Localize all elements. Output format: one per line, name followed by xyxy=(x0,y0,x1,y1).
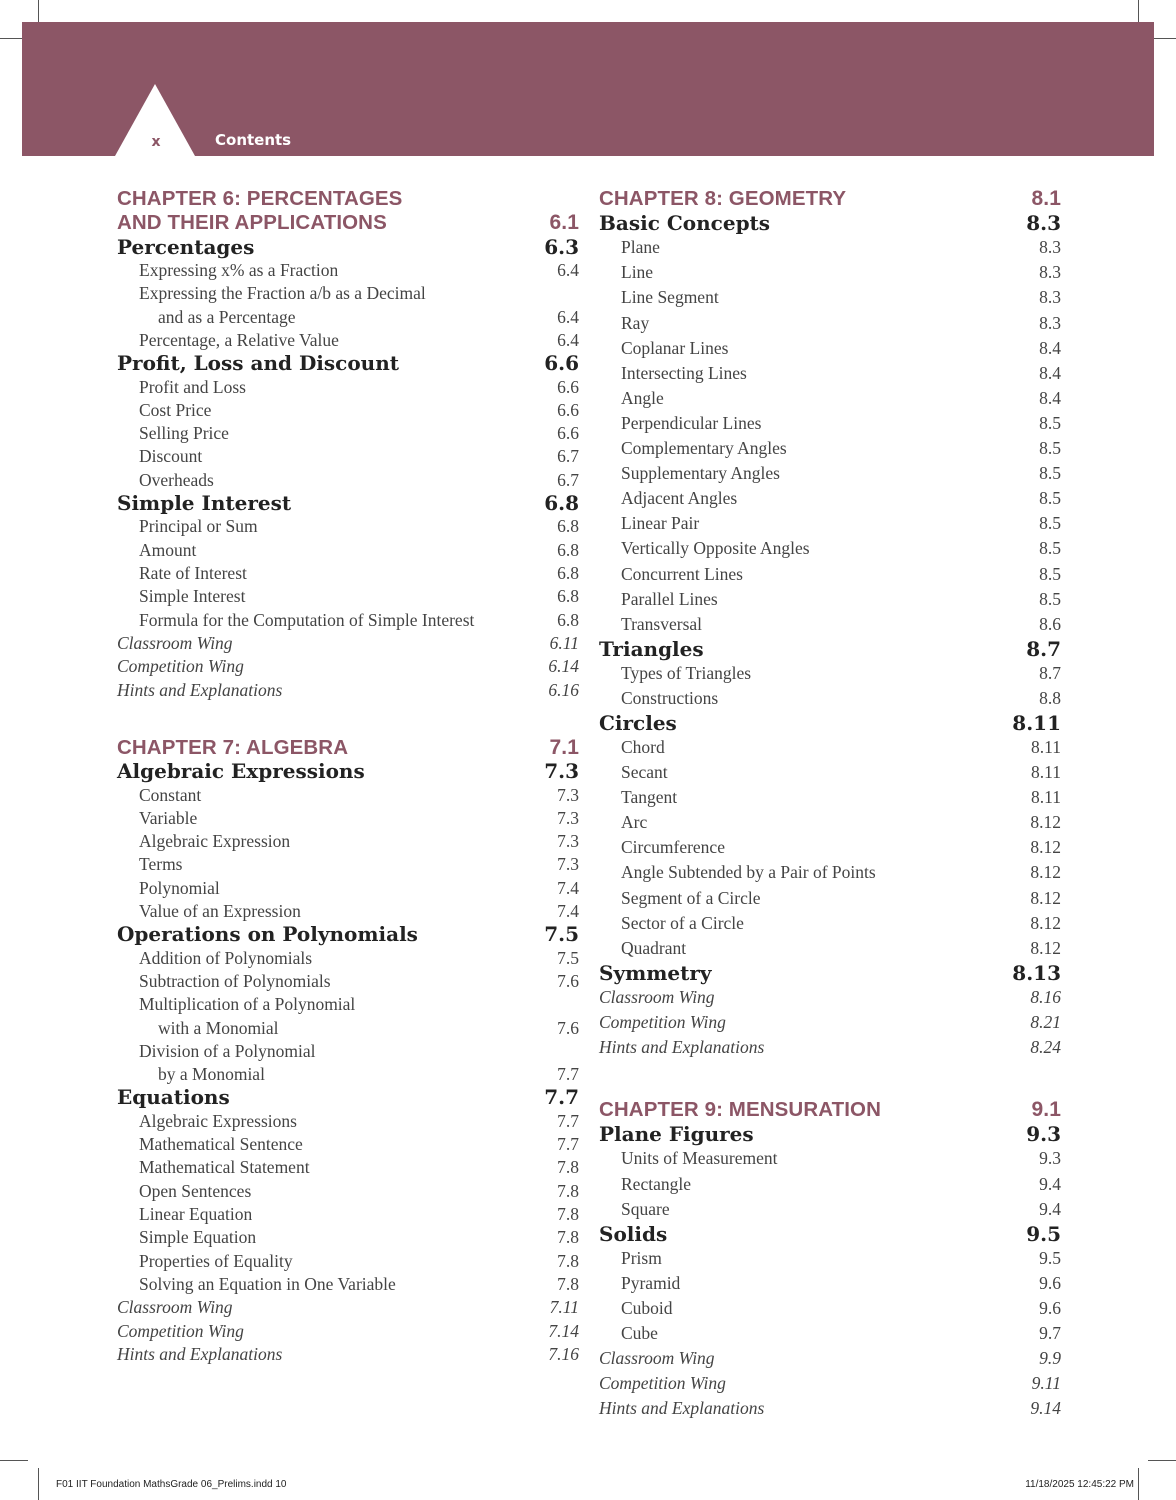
exercise-link[interactable] xyxy=(117,679,579,702)
toc-right-column xyxy=(599,187,1061,1421)
toc-entry[interactable] xyxy=(599,311,1061,336)
chapter-heading-label: CHAPTER 6: PERCENTAGES xyxy=(117,187,403,210)
toc-entry-label: Expressing x% as a Fraction xyxy=(139,259,339,280)
toc-entry[interactable] xyxy=(117,877,579,900)
toc-entry-label: Pyramid xyxy=(621,1272,681,1293)
section-heading[interactable] xyxy=(117,1086,579,1109)
section-heading-label: Circles xyxy=(599,710,677,735)
toc-entry-page: 8.6 xyxy=(1039,613,1061,634)
toc-entry[interactable] xyxy=(599,810,1061,835)
toc-entry-label: Addition of Polynomials xyxy=(139,947,313,968)
toc-entry[interactable] xyxy=(599,936,1061,961)
section-heading[interactable] xyxy=(599,637,1061,661)
toc-entry[interactable] xyxy=(117,1133,579,1156)
chapter-heading[interactable] xyxy=(117,211,579,235)
toc-entry-page: 8.12 xyxy=(1030,837,1061,858)
toc-entry-page: 6.8 xyxy=(557,563,579,584)
exercise-link-page: 8.21 xyxy=(1030,1011,1061,1032)
toc-entry[interactable] xyxy=(599,461,1061,486)
toc-entry-page: 7.8 xyxy=(557,1273,579,1294)
toc-entry-label: Polynomial xyxy=(139,877,220,898)
toc-entry-label: Perpendicular Lines xyxy=(621,412,762,433)
section-heading-page: 8.13 xyxy=(1012,960,1061,985)
section-heading-label: Symmetry xyxy=(599,960,712,985)
exercise-link[interactable] xyxy=(599,1346,1061,1371)
section-heading-label: Equations xyxy=(117,1085,230,1110)
exercise-link[interactable] xyxy=(599,985,1061,1010)
toc-entry-page: 7.4 xyxy=(557,877,579,898)
toc-entry-label: Units of Measurement xyxy=(621,1148,778,1169)
toc-entry[interactable] xyxy=(117,830,579,853)
toc-entry-page: 8.12 xyxy=(1030,937,1061,958)
toc-entry-label: Formula for the Computation of Simple Interest xyxy=(139,609,475,630)
toc-entry-page: 8.11 xyxy=(1031,762,1061,783)
toc-entry-page: 6.7 xyxy=(557,469,579,490)
toc-entry[interactable] xyxy=(117,1040,579,1063)
toc-entry[interactable] xyxy=(599,911,1061,936)
toc-entry-page: 9.6 xyxy=(1039,1297,1061,1318)
toc-entry-page: 7.3 xyxy=(557,807,579,828)
exercise-link[interactable] xyxy=(599,1035,1061,1060)
toc-entry[interactable] xyxy=(117,585,579,608)
exercise-link-label: Competition Wing xyxy=(117,1320,244,1341)
toc-entry-label: Linear Equation xyxy=(139,1204,253,1225)
toc-entry-label: Algebraic Expression xyxy=(139,831,291,852)
exercise-link-label: Hints and Explanations xyxy=(117,1343,283,1364)
toc-entry-label: Discount xyxy=(139,446,203,467)
section-heading-page: 6.3 xyxy=(544,234,579,259)
toc-entry[interactable] xyxy=(117,947,579,970)
toc-entry[interactable] xyxy=(599,1146,1061,1171)
toc-entry-page: 6.8 xyxy=(557,516,579,537)
toc-entry[interactable] xyxy=(117,900,579,923)
toc-entry[interactable] xyxy=(599,1197,1061,1222)
toc-entry[interactable] xyxy=(599,285,1061,310)
section-heading-label: Basic Concepts xyxy=(599,211,771,236)
toc-entry-label: Simple Equation xyxy=(139,1227,257,1248)
chapter-heading-label: CHAPTER 8: GEOMETRY xyxy=(599,187,847,210)
toc-entry-label: Principal or Sum xyxy=(139,516,258,537)
section-heading[interactable] xyxy=(599,211,1061,235)
toc-entry-label: Line xyxy=(621,262,654,283)
section-heading[interactable] xyxy=(117,923,579,946)
toc-entry[interactable] xyxy=(599,1296,1061,1321)
section-heading-page: 7.5 xyxy=(544,922,579,947)
section-heading-label: Profit, Loss and Discount xyxy=(117,351,399,376)
toc-entry[interactable] xyxy=(599,1246,1061,1271)
toc-entry[interactable] xyxy=(117,1250,579,1273)
section-heading[interactable] xyxy=(599,961,1061,985)
toc-entry-label: Concurrent Lines xyxy=(621,563,743,584)
toc-entry-label: Adjacent Angles xyxy=(621,488,738,509)
section-heading[interactable] xyxy=(599,1222,1061,1246)
exercise-link-page: 6.14 xyxy=(548,656,579,677)
toc-entry-label: Rate of Interest xyxy=(139,563,247,584)
exercise-link-page: 7.16 xyxy=(548,1343,579,1364)
section-heading[interactable] xyxy=(599,711,1061,735)
toc-entry-page: 8.4 xyxy=(1039,362,1061,383)
toc-entry-page: 8.11 xyxy=(1031,736,1061,757)
chapter-gap xyxy=(599,1060,1061,1098)
toc-entry-page: 6.4 xyxy=(557,259,579,280)
exercise-link-page: 8.24 xyxy=(1030,1037,1061,1058)
toc-entry-continued[interactable] xyxy=(117,1017,579,1040)
toc-entry[interactable] xyxy=(117,539,579,562)
section-heading-label: Simple Interest xyxy=(117,491,292,516)
toc-entry-label: Parallel Lines xyxy=(621,588,718,609)
section-heading[interactable] xyxy=(599,1122,1061,1146)
toc-entry-page: 7.8 xyxy=(557,1250,579,1271)
toc-entry-page: 8.12 xyxy=(1030,812,1061,833)
toc-entry-page: 7.7 xyxy=(557,1134,579,1155)
toc-entry[interactable] xyxy=(599,361,1061,386)
toc-entry-page: 8.4 xyxy=(1039,337,1061,358)
toc-entry-label: Profit and Loss xyxy=(139,376,246,397)
section-heading-page: 9.3 xyxy=(1026,1122,1061,1147)
exercise-link[interactable] xyxy=(599,1396,1061,1421)
chapter-heading-page: 7.1 xyxy=(549,735,579,759)
toc-entry-label: Cost Price xyxy=(139,399,212,420)
toc-entry[interactable] xyxy=(599,511,1061,536)
toc-entry-continued-page: 6.4 xyxy=(557,306,579,327)
toc-entry-label: Overheads xyxy=(139,469,214,490)
chapter-heading-page: 9.1 xyxy=(1031,1098,1061,1122)
chapter-heading[interactable] xyxy=(599,1098,1061,1122)
toc-entry-label: Prism xyxy=(621,1247,662,1268)
toc-entry-page: 6.8 xyxy=(557,609,579,630)
exercise-link-label: Competition Wing xyxy=(117,656,244,677)
toc-entry-label: Solving an Equation in One Variable xyxy=(139,1273,396,1294)
section-heading-label: Plane Figures xyxy=(599,1122,754,1147)
toc-entry[interactable] xyxy=(599,886,1061,911)
toc-entry[interactable] xyxy=(599,386,1061,411)
chapter-gap xyxy=(117,702,579,736)
crop-mark xyxy=(0,1460,28,1461)
footer-timestamp: 11/18/2025 12:45:22 PM xyxy=(1025,1479,1134,1490)
toc-entry[interactable] xyxy=(117,282,579,305)
section-heading[interactable] xyxy=(117,760,579,783)
toc-entry[interactable] xyxy=(599,735,1061,760)
toc-entry-label: Mathematical Statement xyxy=(139,1157,310,1178)
toc-entry-continued-label: and as a Percentage xyxy=(158,306,296,327)
toc-entry-label: Angle Subtended by a Pair of Points xyxy=(621,862,876,883)
toc-entry-page: 8.5 xyxy=(1039,438,1061,459)
toc-entry-page: 8.12 xyxy=(1030,912,1061,933)
toc-entry[interactable] xyxy=(117,784,579,807)
exercise-link[interactable] xyxy=(599,1010,1061,1035)
section-heading-label: Percentages xyxy=(117,234,255,259)
exercise-link-page: 7.14 xyxy=(548,1320,579,1341)
toc-entry-label: Complementary Angles xyxy=(621,438,787,459)
page-number: x xyxy=(151,134,161,150)
toc-entry-page: 6.6 xyxy=(557,423,579,444)
toc-entry[interactable] xyxy=(117,609,579,632)
chapter-heading[interactable] xyxy=(117,187,579,211)
exercise-link[interactable] xyxy=(117,1343,579,1366)
toc-entry-label: Algebraic Expressions xyxy=(139,1110,297,1131)
toc-entry-label: Amount xyxy=(139,539,197,560)
toc-entry-label: Secant xyxy=(621,762,668,783)
chapter-heading-label: CHAPTER 7: ALGEBRA xyxy=(117,735,349,759)
toc-entry-label: Selling Price xyxy=(139,423,229,444)
toc-entry[interactable] xyxy=(117,515,579,538)
toc-entry-label: Multiplication of a Polynomial xyxy=(139,994,356,1015)
toc-entry-label: Constant xyxy=(139,784,202,805)
toc-entry[interactable] xyxy=(117,1273,579,1296)
toc-entry-label: Line Segment xyxy=(621,287,719,308)
toc-entry[interactable] xyxy=(117,853,579,876)
toc-entry[interactable] xyxy=(599,1321,1061,1346)
exercise-link[interactable] xyxy=(117,1320,579,1343)
toc-entry[interactable] xyxy=(117,993,579,1016)
toc-entry-continued[interactable] xyxy=(117,1063,579,1086)
toc-entry-label: Properties of Equality xyxy=(139,1250,293,1271)
toc-entry-label: Plane xyxy=(621,237,660,258)
toc-entry[interactable] xyxy=(599,562,1061,587)
toc-entry-page: 8.5 xyxy=(1039,412,1061,433)
exercise-link-label: Classroom Wing xyxy=(599,986,715,1007)
toc-entry-label: Terms xyxy=(139,854,183,875)
exercise-link-label: Competition Wing xyxy=(599,1373,726,1394)
exercise-link[interactable] xyxy=(599,1371,1061,1396)
toc-entry[interactable] xyxy=(599,1172,1061,1197)
section-heading-page: 6.6 xyxy=(544,351,579,376)
toc-entry-page: 8.5 xyxy=(1039,588,1061,609)
toc-entry-label: Value of an Expression xyxy=(139,900,301,921)
exercise-link-page: 9.9 xyxy=(1039,1348,1061,1369)
toc-entry-page: 8.4 xyxy=(1039,387,1061,408)
toc-entry-page: 8.12 xyxy=(1030,887,1061,908)
toc-entry[interactable] xyxy=(599,835,1061,860)
toc-entry-label: Ray xyxy=(621,312,650,333)
toc-entry-page: 8.5 xyxy=(1039,538,1061,559)
toc-entry-label: Cuboid xyxy=(621,1297,673,1318)
exercise-link-label: Classroom Wing xyxy=(117,632,233,653)
chapter-heading-label: AND THEIR APPLICATIONS xyxy=(117,211,387,235)
toc-entry-page: 8.7 xyxy=(1039,662,1061,683)
exercise-link[interactable] xyxy=(117,632,579,655)
toc-entry[interactable] xyxy=(599,536,1061,561)
toc-entry-label: Cube xyxy=(621,1322,658,1343)
section-heading-label: Triangles xyxy=(599,636,704,661)
chapter-heading[interactable] xyxy=(117,736,579,760)
chapter-heading[interactable] xyxy=(599,187,1061,211)
toc-entry-page: 8.5 xyxy=(1039,563,1061,584)
toc-entry-page: 7.3 xyxy=(557,784,579,805)
exercise-link-label: Classroom Wing xyxy=(117,1297,233,1318)
toc-entry-page: 7.3 xyxy=(557,854,579,875)
toc-entry[interactable] xyxy=(599,486,1061,511)
toc-entry-continued-page: 7.7 xyxy=(557,1064,579,1085)
toc-entry-continued-label: with a Monomial xyxy=(158,1017,279,1038)
section-heading-label: Solids xyxy=(599,1221,668,1246)
toc-entry-label: Vertically Opposite Angles xyxy=(621,538,810,559)
section-heading-page: 8.3 xyxy=(1026,211,1061,236)
toc-entry-label: Rectangle xyxy=(621,1173,691,1194)
toc-entry[interactable] xyxy=(117,1110,579,1133)
toc-entry-page: 8.5 xyxy=(1039,488,1061,509)
exercise-link-page: 9.14 xyxy=(1030,1398,1061,1419)
toc-entry-page: 9.4 xyxy=(1039,1173,1061,1194)
toc-entry[interactable] xyxy=(117,1156,579,1179)
toc-entry[interactable] xyxy=(117,329,579,352)
exercise-link-label: Classroom Wing xyxy=(599,1348,715,1369)
toc-entry-label: Linear Pair xyxy=(621,513,700,534)
toc-entry[interactable] xyxy=(599,661,1061,686)
exercise-link-page: 7.11 xyxy=(549,1297,579,1318)
toc-entry-page: 6.6 xyxy=(557,376,579,397)
section-heading-page: 8.7 xyxy=(1026,636,1061,661)
toc-entry-page: 8.3 xyxy=(1039,312,1061,333)
toc-entry-continued-label: by a Monomial xyxy=(158,1064,265,1085)
toc-entry-page: 8.3 xyxy=(1039,237,1061,258)
exercise-link-label: Hints and Explanations xyxy=(599,1037,765,1058)
toc-entry-label: Percentage, a Relative Value xyxy=(139,329,339,350)
toc-entry[interactable] xyxy=(599,1271,1061,1296)
toc-entry-label: Arc xyxy=(621,812,648,833)
toc-entry-page: 7.6 xyxy=(557,970,579,991)
exercise-link[interactable] xyxy=(117,655,579,678)
toc-entry-page: 9.7 xyxy=(1039,1322,1061,1343)
toc-entry-page: 7.8 xyxy=(557,1180,579,1201)
toc-entry-label: Expressing the Fraction a/b as a Decimal xyxy=(139,283,426,304)
toc-entry[interactable] xyxy=(599,686,1061,711)
toc-entry[interactable] xyxy=(599,587,1061,612)
toc-entry[interactable] xyxy=(599,235,1061,260)
toc-entry[interactable] xyxy=(117,422,579,445)
crop-mark xyxy=(1148,1460,1176,1461)
toc-entry-label: Types of Triangles xyxy=(621,662,752,683)
toc-entry-page: 6.7 xyxy=(557,446,579,467)
section-heading-page: 6.8 xyxy=(544,491,579,516)
toc-left-column xyxy=(117,187,579,1366)
toc-entry-label: Circumference xyxy=(621,837,725,858)
toc-entry-page: 7.8 xyxy=(557,1227,579,1248)
toc-entry-label: Chord xyxy=(621,736,665,757)
chapter-heading-page: 6.1 xyxy=(549,211,579,235)
toc-entry[interactable] xyxy=(117,1203,579,1226)
crop-mark xyxy=(1138,1468,1139,1500)
section-heading-label: Operations on Polynomials xyxy=(117,922,418,947)
toc-entry-label: Tangent xyxy=(621,787,678,808)
toc-entry-page: 8.11 xyxy=(1031,787,1061,808)
exercise-link-page: 9.11 xyxy=(1031,1373,1061,1394)
section-heading-label: Algebraic Expressions xyxy=(117,759,365,784)
toc-entry-page: 8.12 xyxy=(1030,862,1061,883)
toc-entry[interactable] xyxy=(117,399,579,422)
exercise-link-label: Hints and Explanations xyxy=(599,1398,765,1419)
section-heading[interactable] xyxy=(117,492,579,515)
toc-entry-page: 7.8 xyxy=(557,1204,579,1225)
toc-entry-label: Constructions xyxy=(621,687,719,708)
toc-entry[interactable] xyxy=(117,562,579,585)
toc-entry-page: 7.7 xyxy=(557,1110,579,1131)
chapter-heading-label: CHAPTER 9: MENSURATION xyxy=(599,1098,881,1122)
toc-entry-page: 8.3 xyxy=(1039,262,1061,283)
toc-entry-page: 8.3 xyxy=(1039,287,1061,308)
section-heading[interactable] xyxy=(117,236,579,259)
footer-file-name: F01 IIT Foundation MathsGrade 06_Prelims.indd 10 xyxy=(56,1479,287,1490)
section-heading-page: 7.7 xyxy=(544,1085,579,1110)
section-heading-page: 8.11 xyxy=(1012,710,1061,735)
toc-entry-label: Mathematical Sentence xyxy=(139,1134,303,1155)
toc-entry-page: 8.5 xyxy=(1039,463,1061,484)
exercise-link[interactable] xyxy=(117,1296,579,1319)
toc-entry-label: Angle xyxy=(621,387,664,408)
toc-entry[interactable] xyxy=(117,1226,579,1249)
exercise-link-page: 6.16 xyxy=(548,679,579,700)
toc-entry-page: 6.6 xyxy=(557,399,579,420)
toc-entry-page: 7.5 xyxy=(557,947,579,968)
chapter-heading-page: 8.1 xyxy=(1031,187,1061,210)
toc-entry[interactable] xyxy=(599,860,1061,885)
exercise-link-page: 6.11 xyxy=(549,632,579,653)
toc-entry-label: Coplanar Lines xyxy=(621,337,729,358)
toc-entry[interactable] xyxy=(599,436,1061,461)
exercise-link-label: Competition Wing xyxy=(599,1011,726,1032)
toc-entry-continued-page: 7.6 xyxy=(557,1017,579,1038)
toc-entry[interactable] xyxy=(117,469,579,492)
toc-entry-page: 9.4 xyxy=(1039,1198,1061,1219)
toc-entry-label: Quadrant xyxy=(621,937,687,958)
toc-entry-page: 6.8 xyxy=(557,539,579,560)
section-heading-page: 7.3 xyxy=(544,759,579,784)
toc-entry-label: Variable xyxy=(139,807,198,828)
toc-entry-page: 9.6 xyxy=(1039,1272,1061,1293)
toc-entry-label: Intersecting Lines xyxy=(621,362,747,383)
section-heading-page: 9.5 xyxy=(1026,1221,1061,1246)
toc-entry[interactable] xyxy=(599,336,1061,361)
toc-entry-label: Subtraction of Polynomials xyxy=(139,970,331,991)
toc-entry[interactable] xyxy=(117,970,579,993)
toc-entry-label: Sector of a Circle xyxy=(621,912,744,933)
toc-entry-label: Open Sentences xyxy=(139,1180,252,1201)
toc-entry[interactable] xyxy=(117,1180,579,1203)
toc-entry-page: 9.3 xyxy=(1039,1148,1061,1169)
toc-entry-label: Transversal xyxy=(621,613,703,634)
toc-entry-label: Simple Interest xyxy=(139,586,246,607)
section-heading[interactable] xyxy=(117,352,579,375)
toc-entry[interactable] xyxy=(117,259,579,282)
crop-mark xyxy=(38,1468,39,1500)
toc-entry-continued[interactable] xyxy=(117,306,579,329)
toc-entry[interactable] xyxy=(117,807,579,830)
toc-entry[interactable] xyxy=(599,411,1061,436)
toc-entry[interactable] xyxy=(599,760,1061,785)
toc-entry-label: Supplementary Angles xyxy=(621,463,780,484)
toc-entry[interactable] xyxy=(599,260,1061,285)
toc-entry-page: 8.5 xyxy=(1039,513,1061,534)
toc-entry[interactable] xyxy=(599,612,1061,637)
toc-entry-page: 7.8 xyxy=(557,1157,579,1178)
toc-entry-page: 8.8 xyxy=(1039,687,1061,708)
toc-entry[interactable] xyxy=(117,376,579,399)
toc-entry[interactable] xyxy=(599,785,1061,810)
running-head: Contents xyxy=(215,131,292,149)
toc-entry-page: 9.5 xyxy=(1039,1247,1061,1268)
toc-entry-page: 6.8 xyxy=(557,586,579,607)
toc-entry-page: 6.4 xyxy=(557,329,579,350)
toc-entry-label: Square xyxy=(621,1198,670,1219)
toc-entry-page: 7.3 xyxy=(557,831,579,852)
exercise-link-label: Hints and Explanations xyxy=(117,679,283,700)
toc-entry-page: 7.4 xyxy=(557,900,579,921)
exercise-link-page: 8.16 xyxy=(1030,986,1061,1007)
toc-entry-label: Division of a Polynomial xyxy=(139,1040,316,1061)
toc-entry[interactable] xyxy=(117,445,579,468)
toc-entry-label: Segment of a Circle xyxy=(621,887,761,908)
